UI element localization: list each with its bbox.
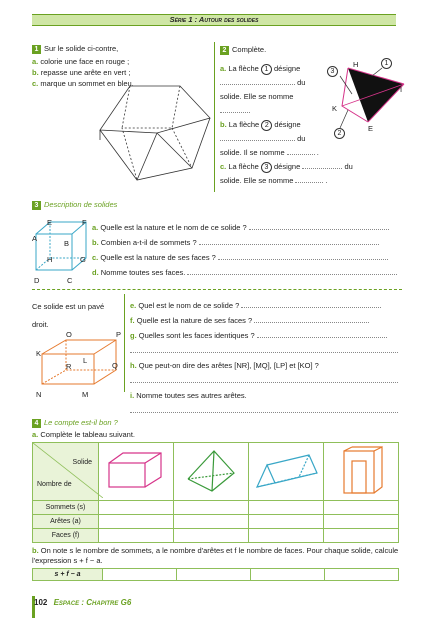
question-h: Que peut-on dire des arêtes [NR], [MQ], [LP] et [KO] ? bbox=[138, 361, 319, 370]
answer-line[interactable] bbox=[295, 182, 323, 183]
ex4-b-text: On note s le nombre de sommets, a le nombre d'arêtes et f le nombre de faces. Pour chaque solide, calcule l'expression s + f − a. bbox=[32, 546, 399, 565]
ex2-a1: La flèche bbox=[228, 64, 259, 73]
solid-cell bbox=[249, 443, 324, 501]
ex2-b3: solide. Il se nomme bbox=[220, 148, 285, 157]
exercise-1: 1 Sur le solide ci-contre, a. colorie une face en rouge ; b. repasse une arête en vert ; c. marque un sommet en bleu. bbox=[32, 44, 134, 88]
vertex-label: H bbox=[353, 60, 359, 69]
label-b: b. bbox=[92, 238, 99, 247]
vertex-label: G bbox=[80, 255, 86, 264]
ex3-dashed-divider bbox=[32, 289, 402, 290]
vertex-label: F bbox=[82, 218, 87, 227]
ex-number: 2 bbox=[220, 46, 229, 55]
solid-cell bbox=[99, 443, 174, 501]
ex4-title: Le compte est-il bon ? bbox=[44, 418, 118, 427]
vertex-label: K bbox=[332, 104, 338, 113]
vertex-label: Q bbox=[112, 361, 118, 370]
ex2-a2: désigne bbox=[274, 64, 301, 73]
vertex-label: L bbox=[83, 356, 88, 365]
question-b: Combien a-t-il de sommets ? bbox=[100, 238, 197, 247]
ex2-b2: désigne bbox=[274, 120, 301, 129]
question-i: Nomme toutes ses autres arêtes. bbox=[136, 391, 247, 400]
exercise-3-title bbox=[32, 200, 117, 210]
vertex-label: A bbox=[32, 234, 38, 243]
row-sommets: Sommets (s) bbox=[33, 501, 99, 515]
answer-line[interactable] bbox=[241, 307, 381, 308]
question-a: Quelle est la nature et le nom de ce solide ? bbox=[100, 223, 247, 232]
answer-line[interactable] bbox=[130, 412, 398, 413]
vertex-label: E bbox=[368, 124, 374, 133]
row-faces: Faces (f) bbox=[33, 529, 99, 543]
ex2-a-end: du bbox=[297, 78, 306, 87]
ex3-questions-2 bbox=[130, 298, 402, 418]
vertex-label: I bbox=[400, 85, 403, 94]
ex1-c: marque un sommet en bleu. bbox=[40, 79, 134, 88]
label-a: a. bbox=[92, 223, 99, 232]
answer-line[interactable] bbox=[257, 337, 387, 338]
ex2-a3: solide. Elle se nomme bbox=[220, 92, 294, 101]
question-c: Quelle est la nature de ses faces ? bbox=[100, 253, 216, 262]
vertex-label: B bbox=[64, 239, 70, 248]
label-i: i. bbox=[130, 391, 135, 400]
vertex-label: M bbox=[82, 390, 89, 399]
answer-line[interactable] bbox=[130, 382, 398, 383]
question-f: Quelle est la nature de ses faces ? bbox=[136, 316, 253, 325]
vertex-label: D bbox=[34, 276, 40, 285]
ex3-questions-1 bbox=[92, 220, 402, 280]
answer-line[interactable] bbox=[220, 84, 295, 85]
question-g: Quelles sont les faces identiques ? bbox=[138, 331, 255, 340]
vertex-label: C bbox=[67, 276, 73, 285]
circle-number: 1 bbox=[261, 64, 272, 75]
ex2-c1: La flèche bbox=[228, 162, 259, 171]
ex2-c3: solide. Elle se nomme bbox=[220, 176, 294, 185]
vertex-label: O bbox=[66, 330, 72, 339]
question-d: Nomme toutes ses faces. bbox=[100, 268, 186, 277]
pave-description bbox=[32, 300, 122, 332]
ex4-a-text: Complète le tableau suivant. bbox=[40, 430, 135, 439]
col-solide: Solide bbox=[72, 459, 92, 466]
triangular-prism-icon bbox=[249, 443, 323, 498]
circle-2-icon: 2 bbox=[334, 128, 345, 139]
ex4-instruction-a bbox=[32, 430, 135, 439]
solids-table bbox=[32, 442, 399, 543]
answer-line[interactable] bbox=[218, 259, 388, 260]
ex2-c-end: du bbox=[344, 162, 353, 171]
label-c: c. bbox=[220, 162, 227, 171]
page-number: 102 bbox=[34, 598, 48, 607]
circle-3-icon: 3 bbox=[327, 66, 338, 77]
ex2-b1: La flèche bbox=[228, 120, 260, 129]
row-nombre: Nombre de bbox=[37, 481, 72, 488]
label-e: e. bbox=[130, 301, 137, 310]
ex-number: 4 bbox=[32, 419, 41, 428]
answer-line[interactable] bbox=[302, 168, 342, 169]
column-divider-2 bbox=[124, 294, 125, 392]
answer-line[interactable] bbox=[130, 352, 398, 353]
label-b: b. bbox=[32, 546, 39, 555]
exercise-2 bbox=[220, 44, 330, 55]
circle-number: 2 bbox=[261, 120, 272, 131]
label-a: a. bbox=[32, 430, 39, 439]
cuboid-icon bbox=[99, 443, 173, 498]
ex2-questions: a. La flèche 1 désigne du solide. Elle se nomme b. La flèche 2 désigne du solide. Il se nomme . c. La flèche 3 désigne du solide. Elle se nomme . bbox=[220, 64, 353, 185]
answer-line[interactable] bbox=[220, 140, 295, 141]
circle-number: 3 bbox=[261, 162, 272, 173]
vertex-label: K bbox=[36, 349, 42, 358]
answer-line[interactable] bbox=[187, 274, 397, 275]
label-c: c. bbox=[92, 253, 99, 262]
answer-line[interactable] bbox=[287, 154, 315, 155]
chapter-label: Espace : Chapitre G6 bbox=[53, 598, 132, 607]
ex-number: 1 bbox=[32, 45, 41, 54]
vertex-label: R bbox=[66, 362, 72, 371]
label-h: h. bbox=[130, 361, 137, 370]
ex2-b-end: du bbox=[297, 134, 306, 143]
header-cell bbox=[33, 443, 99, 501]
question-e: Quel est le nom de ce solide ? bbox=[138, 301, 240, 310]
label-d: d. bbox=[92, 268, 99, 277]
answer-line[interactable] bbox=[254, 322, 369, 323]
ex1-b: repasse une arête en vert ; bbox=[40, 68, 131, 77]
label-g: g. bbox=[130, 331, 137, 340]
row-aretes: Arêtes (a) bbox=[33, 515, 99, 529]
circle-1-icon: 1 bbox=[381, 58, 392, 69]
prism-figure bbox=[92, 78, 222, 188]
cuboid-figure bbox=[36, 334, 122, 390]
label-a: a. bbox=[220, 64, 227, 73]
answer-line[interactable] bbox=[199, 244, 379, 245]
page-title: Série 1 : Autour des solides bbox=[169, 15, 259, 24]
ex4-instruction-b bbox=[32, 546, 402, 566]
pyramid-icon bbox=[174, 443, 248, 498]
arch-solid-icon bbox=[324, 443, 398, 498]
label-f: f. bbox=[130, 316, 135, 325]
ex2-c2: désigne bbox=[274, 162, 301, 171]
vertex-label: P bbox=[116, 330, 122, 339]
vertex-label: N bbox=[36, 390, 42, 399]
footer bbox=[34, 598, 131, 607]
ex3-title: Description de solides bbox=[44, 200, 118, 209]
solid-cell bbox=[174, 443, 249, 501]
label-b: b. bbox=[220, 120, 227, 129]
ex-number: 3 bbox=[32, 201, 41, 210]
formula-cell: s + f − a bbox=[33, 569, 103, 581]
column-divider bbox=[214, 42, 215, 192]
vertex-label: E bbox=[47, 218, 53, 227]
solid-cell bbox=[324, 443, 399, 501]
pave-text-2: droit. bbox=[32, 320, 49, 329]
answer-line[interactable] bbox=[249, 229, 389, 230]
exercise-4-title bbox=[32, 418, 118, 428]
ex2-title: Complète. bbox=[232, 45, 267, 54]
ex1-a: colorie une face en rouge ; bbox=[40, 57, 130, 66]
vertex-label: H bbox=[47, 255, 53, 264]
ex1-intro: Sur le solide ci-contre, bbox=[44, 44, 119, 53]
formula-table bbox=[32, 568, 399, 581]
pave-text-1: Ce solide est un pavé bbox=[32, 302, 105, 311]
answer-line[interactable] bbox=[220, 112, 250, 113]
